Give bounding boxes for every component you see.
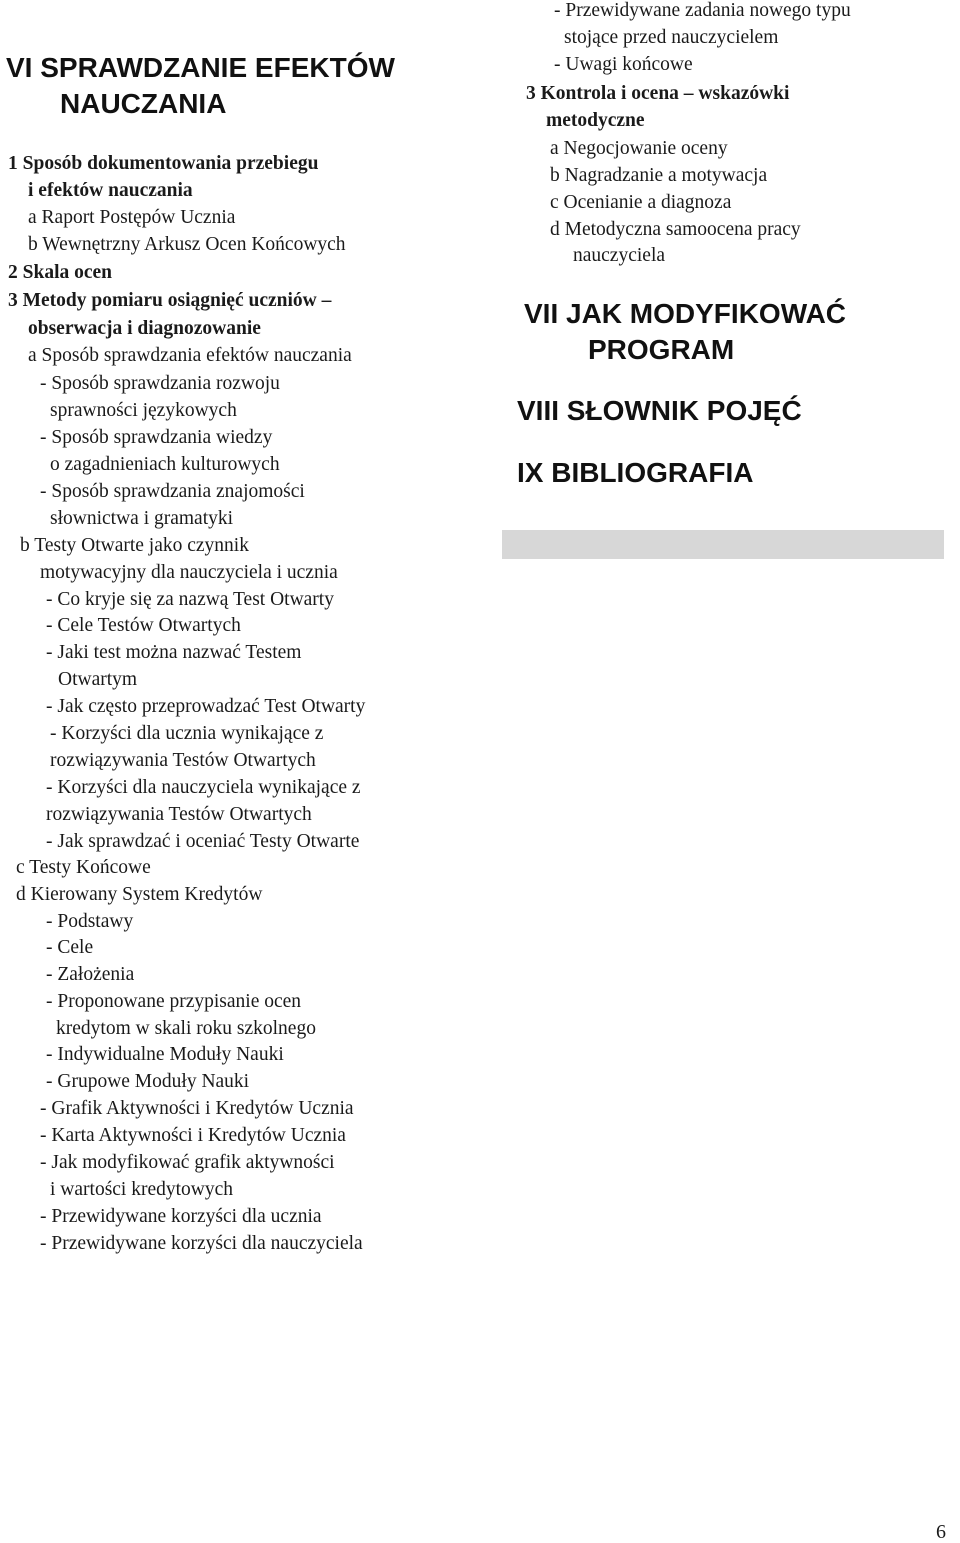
toc-item: - Indywidualne Moduły Nauki xyxy=(46,1044,284,1065)
toc-item: - Przewidywane korzyści dla nauczyciela xyxy=(40,1233,363,1254)
toc-item: i efektów nauczania xyxy=(28,180,193,201)
toc-item: motywacyjny dla nauczyciela i ucznia xyxy=(40,562,338,583)
toc-item: obserwacja i diagnozowanie xyxy=(28,318,261,339)
toc-item: - Jaki test można nazwać Testem xyxy=(46,642,302,663)
section-heading-vi: VI SPRAWDZANIE EFEKTÓW xyxy=(6,52,395,83)
toc-item: - Jak sprawdzać i oceniać Testy Otwarte xyxy=(46,831,360,852)
toc-item: - Grupowe Moduły Nauki xyxy=(46,1071,250,1092)
toc-item: - Grafik Aktywności i Kredytów Ucznia xyxy=(40,1098,354,1119)
toc-item: i wartości kredytowych xyxy=(50,1179,234,1200)
toc-item: słownictwa i gramatyki xyxy=(50,508,234,529)
gray-divider-bar xyxy=(502,530,944,559)
toc-item: 2 Skala ocen xyxy=(8,262,113,283)
toc-item: - Korzyści dla ucznia wynikające z xyxy=(50,723,324,744)
toc-item: kredytom w skali roku szkolnego xyxy=(56,1018,316,1039)
section-heading-viii: VIII SŁOWNIK POJĘĆ xyxy=(517,395,802,426)
toc-item: - Sposób sprawdzania rozwoju xyxy=(40,373,280,394)
toc-item: - Co kryje się za nazwą Test Otwarty xyxy=(46,589,334,610)
toc-item: o zagadnieniach kulturowych xyxy=(50,454,280,475)
section-heading-vii: VII JAK MODYFIKOWAĆ xyxy=(524,298,847,329)
toc-item: - Cele Testów Otwartych xyxy=(46,615,241,636)
toc-item: Otwartym xyxy=(58,669,138,690)
toc-item: metodyczne xyxy=(546,110,645,131)
toc-item: a Raport Postępów Ucznia xyxy=(28,207,236,228)
toc-item: 1 Sposób dokumentowania przebiegu xyxy=(8,153,319,174)
section-heading-ix: IX BIBLIOGRAFIA xyxy=(517,457,754,488)
toc-item: - Przewidywane korzyści dla ucznia xyxy=(40,1206,322,1227)
toc-item: c Ocenianie a diagnoza xyxy=(550,192,732,213)
toc-item: a Negocjowanie oceny xyxy=(550,138,728,159)
section-heading-vi-cont: NAUCZANIA xyxy=(60,88,227,119)
toc-item: rozwiązywania Testów Otwartych xyxy=(46,804,312,825)
toc-item: - Przewidywane zadania nowego typu xyxy=(554,0,851,21)
toc-item: d Kierowany System Kredytów xyxy=(16,884,263,905)
toc-item: b Nagradzanie a motywacja xyxy=(550,165,768,186)
toc-item: - Jak modyfikować grafik aktywności xyxy=(40,1152,335,1173)
toc-item: - Proponowane przypisanie ocen xyxy=(46,991,302,1012)
toc-item: 3 Kontrola i ocena – wskazówki xyxy=(526,83,790,104)
toc-item: - Sposób sprawdzania znajomości xyxy=(40,481,305,502)
toc-item: c Testy Końcowe xyxy=(16,857,151,878)
toc-item: 3 Metody pomiaru osiągnięć uczniów – xyxy=(8,290,332,311)
toc-item: - Karta Aktywności i Kredytów Ucznia xyxy=(40,1125,346,1146)
toc-item: sprawności językowych xyxy=(50,400,237,421)
toc-item: - Korzyści dla nauczyciela wynikające z xyxy=(46,777,361,798)
toc-item: - Sposób sprawdzania wiedzy xyxy=(40,427,273,448)
toc-item: a Sposób sprawdzania efektów nauczania xyxy=(28,345,352,366)
toc-item: - Uwagi końcowe xyxy=(554,54,693,75)
toc-item: - Podstawy xyxy=(46,911,134,932)
toc-item: - Cele xyxy=(46,937,94,958)
toc-item: stojące przed nauczycielem xyxy=(564,27,779,48)
toc-item: - Jak często przeprowadzać Test Otwarty xyxy=(46,696,366,717)
toc-item: b Testy Otwarte jako czynnik xyxy=(20,535,249,556)
toc-item: rozwiązywania Testów Otwartych xyxy=(50,750,316,771)
toc-item: nauczyciela xyxy=(573,245,666,266)
section-heading-vii-cont: PROGRAM xyxy=(588,334,735,365)
toc-item: - Założenia xyxy=(46,964,135,985)
page-number: 6 xyxy=(936,1521,946,1543)
toc-item: d Metodyczna samoocena pracy xyxy=(550,219,801,240)
toc-item: b Wewnętrzny Arkusz Ocen Końcowych xyxy=(28,234,346,255)
